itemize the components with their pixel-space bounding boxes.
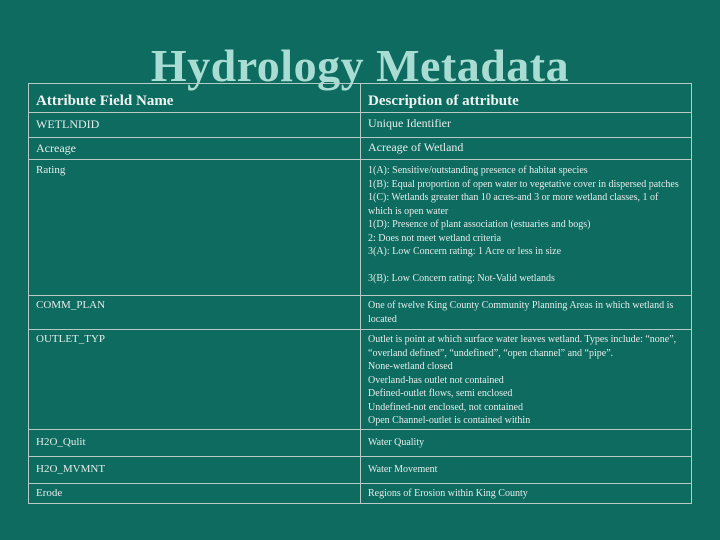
description-line: Outlet is point at which surface water leaves wetland. Types include: “none”, “overland defined”, “undefined”, “open channel” and “pipe”. — [368, 334, 677, 359]
description-line: Overland-has outlet not contained — [368, 374, 504, 386]
description-line: Open Channel-outlet is contained within — [368, 415, 531, 426]
field-description — [361, 138, 692, 160]
description-line: Water Movement — [368, 464, 438, 475]
field-description — [361, 296, 692, 330]
description-line: Defined-outlet flows, semi enclosed — [368, 388, 513, 399]
field-name: Rating — [29, 160, 361, 296]
table-row — [29, 484, 692, 504]
header-description: Description of attribute — [361, 84, 692, 113]
table-row — [29, 430, 692, 457]
description-line: 1(A): Sensitive/outstanding presence of habitat species — [368, 165, 588, 176]
description-line: 3(A): Low Concern rating: 1 Acre or less in size — [368, 246, 562, 257]
field-description — [361, 484, 692, 504]
table-row — [29, 160, 692, 296]
description-line: Acreage of Wetland — [368, 140, 464, 154]
description-line: 3(B): Low Concern rating: Not-Valid wetlands — [368, 272, 555, 284]
field-description — [361, 330, 692, 430]
table-row — [29, 457, 692, 484]
table-row — [29, 330, 692, 430]
description-line: None-wetland closed — [368, 361, 453, 372]
description-line: 2: Does not meet wetland criteria — [368, 232, 502, 244]
field-name: Acreage — [29, 138, 361, 160]
field-description — [361, 160, 692, 296]
page-title: Hydrology Metadata — [150, 40, 570, 91]
description-line: 1(B): Equal proportion of open water to vegetative cover in dispersed patches — [368, 178, 679, 190]
table-row — [29, 113, 692, 138]
field-name: WETLNDID — [29, 113, 361, 138]
field-name: COMM_PLAN — [29, 296, 361, 330]
description-line: Unique Identifier — [368, 116, 451, 130]
table-row — [29, 296, 692, 330]
description-line: Water Quality — [368, 437, 425, 448]
table-header-row — [29, 84, 692, 113]
table-row — [29, 138, 692, 160]
field-name: H2O_Qulit — [29, 430, 361, 457]
field-name: H2O_MVMNT — [29, 457, 361, 484]
field-name: OUTLET_TYP — [29, 330, 361, 430]
description-line: Regions of Erosion within King County — [368, 488, 528, 499]
description-line: Undefined-not enclosed, not contained — [368, 401, 523, 413]
description-line: 1(D): Presence of plant association (estuaries and bogs) — [368, 219, 591, 230]
field-name: Erode — [29, 484, 361, 504]
description-line: 1(C): Wetlands greater than 10 acres-and 3 or more wetland classes, 1 of which is open water — [368, 192, 659, 217]
header-field-name: Attribute Field Name — [29, 84, 361, 113]
field-description — [361, 457, 692, 484]
description-line: One of twelve King County Community Planning Areas in which wetland is located — [368, 300, 674, 325]
metadata-table — [28, 83, 692, 504]
field-description — [361, 113, 692, 138]
field-description — [361, 430, 692, 457]
